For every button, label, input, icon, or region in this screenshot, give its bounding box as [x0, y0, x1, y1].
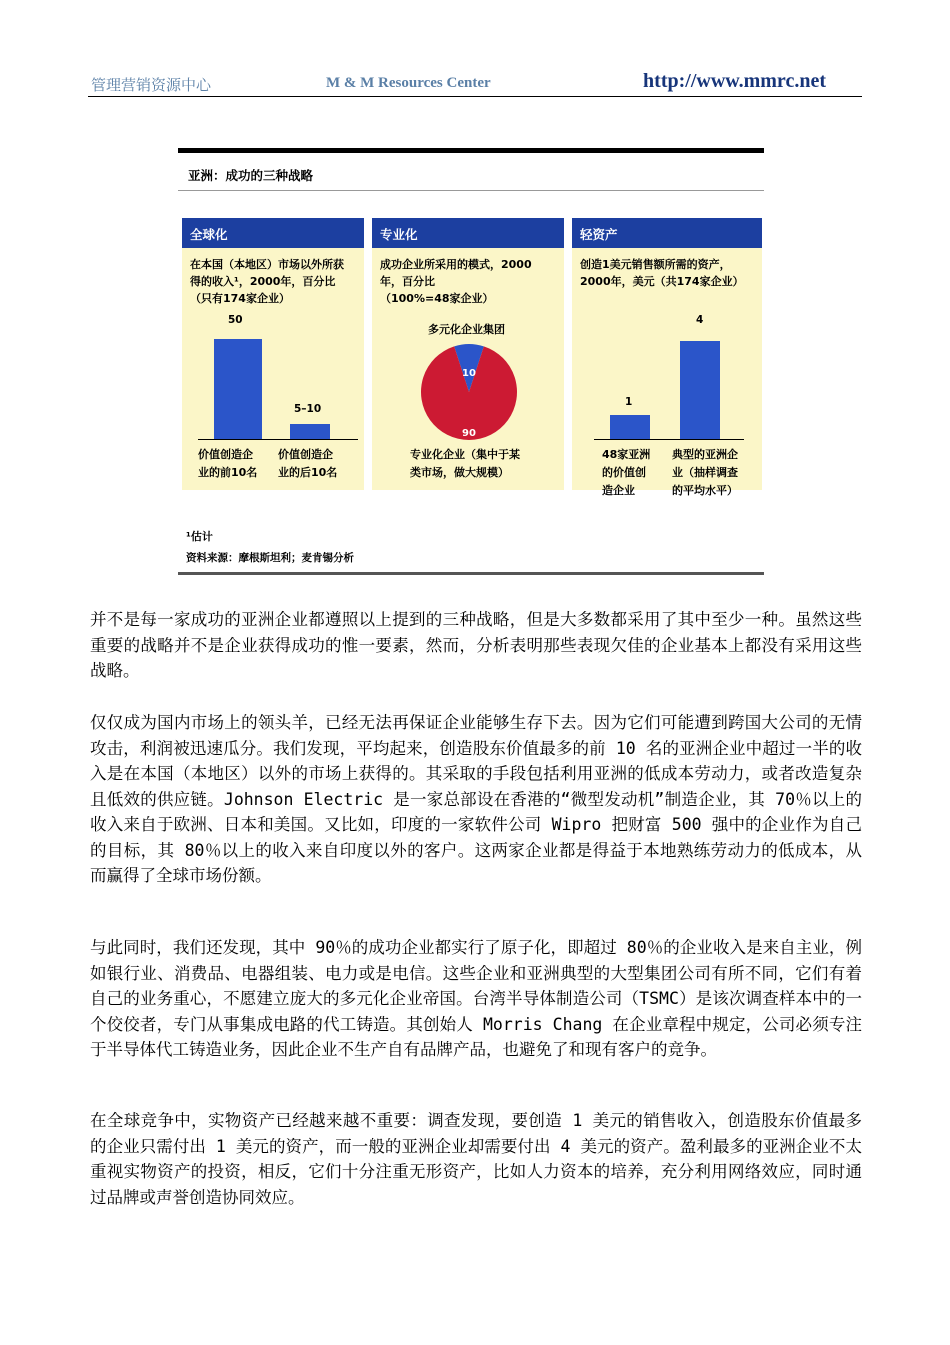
- figure-bottom-rule: [178, 572, 764, 575]
- header-en-title: M & M Resources Center: [326, 75, 491, 91]
- panel-specialization-header: [372, 218, 564, 248]
- panel-specialization-description: 成功企业所采用的模式，2000 年，百分比 （100%=48家企业）: [380, 258, 532, 305]
- category-label: 价值创造企 业的前10名: [198, 448, 258, 479]
- bar-value-label: 1: [625, 396, 633, 408]
- panel-globalization-heading: 全球化: [190, 227, 228, 242]
- pie-chart: [419, 342, 519, 442]
- paragraph-1: 并不是每一家成功的亚洲企业都遵照以上提到的三种战略，但是大多数都采用了其中至少一种。虽然这些重要的战略并不是企业获得成功的惟一要素，然而，分析表明那些表现欠佳的企业基本上都没有采用这些战略。: [90, 610, 862, 680]
- page-header: [88, 70, 862, 97]
- panel-globalization: [182, 218, 364, 490]
- panel-asset-light-heading: 轻资产: [580, 227, 618, 242]
- category-label: 价值创造企 业的后10名: [278, 448, 338, 479]
- figure-source: 资料来源：摩根斯坦利；麦肯锡分析: [186, 552, 354, 564]
- bar-value-label: 5–10: [294, 403, 322, 415]
- figure-top-rule: [178, 148, 764, 153]
- bar-top10: [214, 339, 262, 439]
- panel-asset-light-description: 创造1美元销售额所需的资产， 2000年，美元（共174家企业）: [580, 258, 744, 288]
- pie-slice-label-specialized: 专业化企业（集中于某 类市场，做大规模）: [410, 448, 520, 479]
- panel-asset-light-header: [572, 218, 762, 248]
- panel-globalization-header: [182, 218, 364, 248]
- panel-specialization-heading: 专业化: [380, 227, 418, 242]
- bar-bottom10: [290, 424, 330, 439]
- bar-value-label: 50: [228, 314, 243, 326]
- pie-value-label: 10: [462, 368, 476, 379]
- figure-title-rule: [178, 190, 764, 191]
- panel-asset-light: [572, 218, 762, 497]
- figure-title: 亚洲：成功的三种战略: [188, 168, 314, 183]
- bar-asian-value-creators: [610, 415, 650, 439]
- panel-globalization-description: 在本国（本地区）市场以外所获 得的收入¹，2000年，百分比 （只有174家企业）: [190, 258, 344, 305]
- paragraph-4: 在全球竞争中，实物资产已经越来越不重要：调查发现，要创造 1 美元的销售收入，创造股东价值最多的企业只需付出 1 美元的资产，而一般的亚洲企业却需要付出 4 美元的资产。盈利最多的亚洲企业不太重视实物资产的投资，相反，它们十分注重无形资产，比如人力资本的培养，充分利用网络效应，同时通过品牌或声誉创造协同效应。: [90, 1111, 862, 1207]
- category-label: 48家亚洲 的价值创 造企业: [602, 448, 651, 497]
- chart-axis-line: [594, 439, 744, 440]
- panel-specialization: [372, 218, 564, 490]
- paragraph-3: 与此同时，我们还发现，其中 90％的成功企业都实行了原子化，即超过 80％的企业收入是来自主业，例如银行业、消费品、电器组装、电力或是电信。这些企业和亚洲典型的大型集团公司有所不同，它们有着自己的业务重心，不愿建立庞大的多元化企业帝国。台湾半导体制造公司（TSMC）是该次调查样本中的一个佼佼者，专门从事集成电路的代工铸造。其创始人 Morris Chang 在企业章程中规定，公司必须专注于半导体代工铸造业务，因此企业不生产自有品牌产品，也避免了和现有客户的竞争。: [90, 938, 862, 1059]
- pie-slice-label-conglomerate: 多元化企业集团: [428, 323, 505, 336]
- figure-footnote: ¹估计: [186, 530, 213, 543]
- pie-value-label: 90: [462, 428, 476, 439]
- strategy-figure: [178, 148, 764, 576]
- paragraph-2: 仅仅成为国内市场上的领头羊，已经无法再保证企业能够生存下去。因为它们可能遭到跨国大公司的无情攻击，利润被迅速瓜分。我们发现，平均起来，创造股东价值最多的前 10 名的亚洲企业中超过一半的收入是在本国（本地区）以外的市场上获得的。其采取的手段包括利用亚洲的低成本劳动力，或者改造复杂且低效的供应链。Johnson Electric 是一家总部设在香港的“微型发动机”制造企业，其 70％以上的收入来自于欧洲、日本和美国。又比如，印度的一家软件公司 Wipro 把财富 500 强中的企业作为自己的目标，其 80％以上的收入来自印度以外的客户。这两家企业都是得益于本地熟练劳动力的低成本，从而赢得了全球市场份额。: [90, 713, 862, 885]
- bar-value-label: 4: [696, 314, 704, 326]
- header-url-link[interactable]: http://www.mmrc.net: [643, 70, 826, 92]
- bar-typical-asian: [680, 341, 720, 439]
- chart-axis-line: [198, 439, 358, 440]
- header-cn-title: 管理营销资源中心: [91, 76, 212, 94]
- category-label: 典型的亚洲企 业（抽样调查 的平均水平）: [672, 448, 738, 497]
